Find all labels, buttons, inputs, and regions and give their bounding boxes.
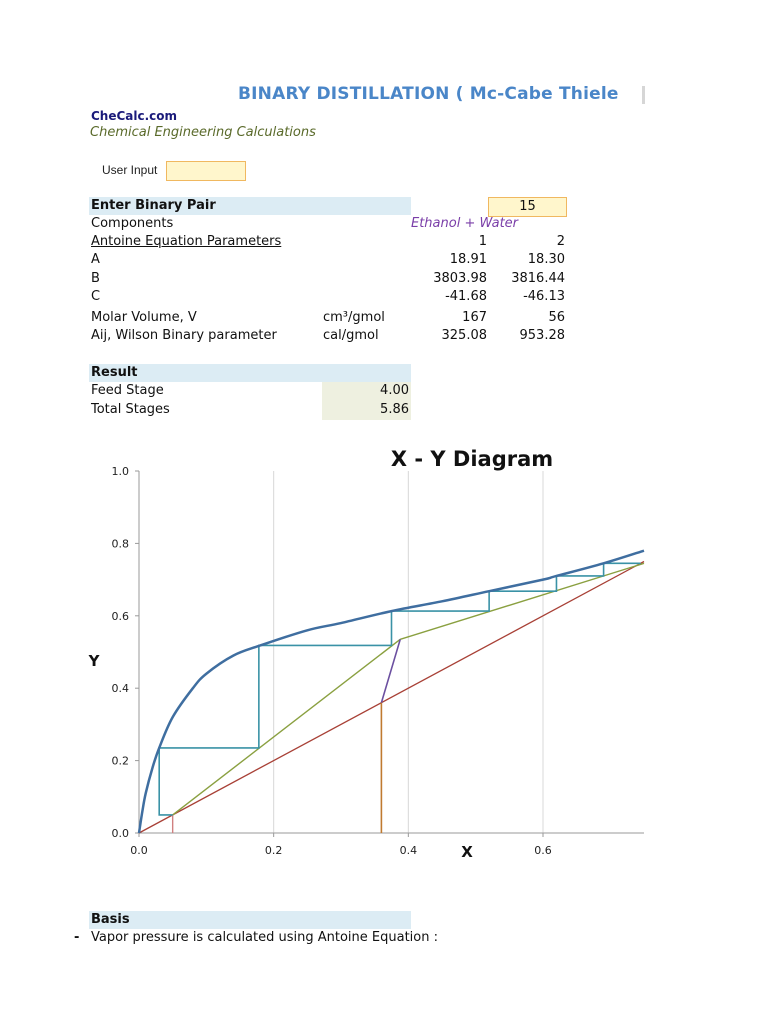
antoine-label: Antoine Equation Parameters <box>91 234 282 249</box>
components-value: Ethanol + Water <box>411 216 519 231</box>
y-tick-label: 1.0 <box>111 465 129 478</box>
y-tick-label: 0.8 <box>111 537 129 551</box>
param-row-value-1: -41.68 <box>445 289 487 304</box>
param-row-label: A <box>91 252 100 267</box>
column-1-header: 1 <box>478 234 487 249</box>
column-2-header: 2 <box>556 234 565 249</box>
param-row-value-2: -46.13 <box>523 289 565 304</box>
x-axis-label: X <box>461 843 473 861</box>
total-stages-value: 5.86 <box>380 402 409 417</box>
x-tick-label: 0.4 <box>399 844 418 857</box>
page-title: BINARY DISTILLATION ( Mc-Cabe Thiele <box>238 84 619 104</box>
feed-stage-label: Feed Stage <box>91 383 164 398</box>
user-input-legend-label: User Input <box>102 163 158 177</box>
equilibrium-curve <box>139 551 644 833</box>
chart-title: X - Y Diagram <box>390 447 554 471</box>
param-row-unit: cal/gmol <box>323 328 379 343</box>
stage-steps <box>159 563 640 815</box>
param-row-unit: cm³/gmol <box>323 310 385 325</box>
basis-label: Basis <box>91 912 130 927</box>
xy-diagram-chart <box>0 440 768 880</box>
diagonal-line <box>139 562 644 834</box>
user-input-legend-swatch <box>166 161 246 181</box>
total-stages-label: Total Stages <box>91 402 170 417</box>
param-row-value-2: 18.30 <box>527 252 565 267</box>
param-row-value-1: 167 <box>462 310 487 325</box>
param-row-label: B <box>91 271 100 286</box>
stripping-operating-line <box>173 639 401 815</box>
binary-pair-input[interactable]: 15 <box>488 197 567 217</box>
x-tick-label: 0.6 <box>534 844 552 857</box>
x-tick-label: 0.2 <box>264 844 283 857</box>
tagline: Chemical Engineering Calculations <box>90 125 316 140</box>
param-row-value-2: 953.28 <box>519 328 565 343</box>
y-tick-label: 0.6 <box>111 609 129 623</box>
basis-bullet: - <box>74 930 80 945</box>
components-label: Components <box>91 216 174 231</box>
site-name[interactable]: CheCalc.com <box>91 109 178 123</box>
param-row-value-1: 325.08 <box>441 328 487 343</box>
basis-line-1: Vapor pressure is calculated using Antoine Equation : <box>91 930 439 945</box>
result-label: Result <box>91 365 138 380</box>
y-axis-label: Y <box>88 652 100 670</box>
param-row-label: C <box>91 289 101 304</box>
basis-header-bar <box>89 911 411 929</box>
param-row-value-2: 3816.44 <box>511 271 565 286</box>
q-line <box>381 639 400 702</box>
x-tick-label: 0.0 <box>130 844 148 857</box>
param-row-value-1: 18.91 <box>449 252 487 267</box>
param-row-value-2: 56 <box>548 310 565 325</box>
title-clip-edge <box>642 86 645 104</box>
binary-pair-label: Enter Binary Pair <box>91 198 216 213</box>
param-row-label: Aij, Wilson Binary parameter <box>91 328 277 343</box>
y-tick-label: 0.2 <box>111 754 129 768</box>
y-tick-label: 0.0 <box>111 827 129 840</box>
param-row-value-1: 3803.98 <box>433 271 487 286</box>
param-row-label: Molar Volume, V <box>91 310 197 325</box>
y-tick-label: 0.4 <box>111 682 129 696</box>
feed-stage-value: 4.00 <box>380 383 409 398</box>
